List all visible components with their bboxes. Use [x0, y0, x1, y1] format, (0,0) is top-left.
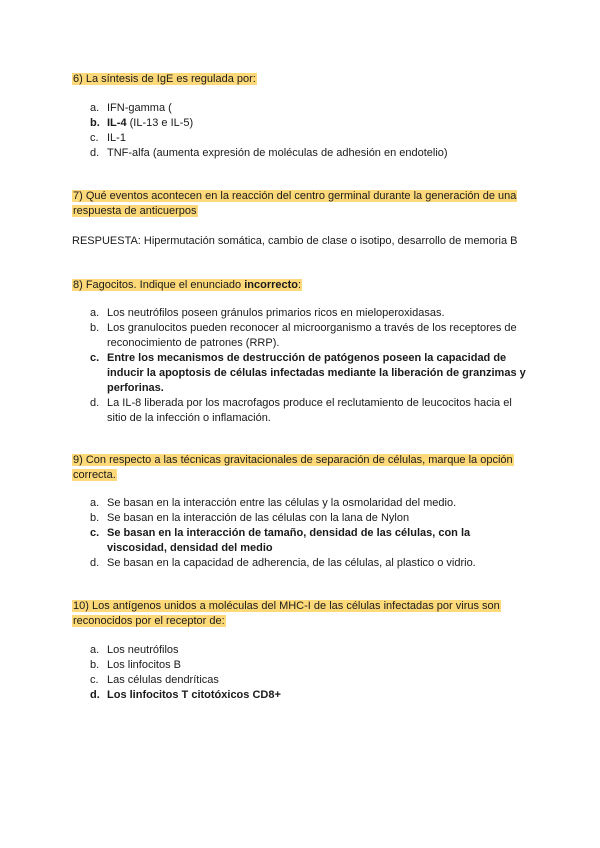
- question-9-text: 9) Con respecto a las técnicas gravitacionales de separación de células, marque la opción correcta.: [73, 454, 513, 481]
- question-7-answer: RESPUESTA: Hipermutación somática, cambio de clase o isotipo, desarrollo de memoria B: [72, 235, 518, 247]
- option-9c: c. Se basan en la interacción de tamaño, densidad de las células, con la viscosidad, densidad del medio: [90, 527, 471, 554]
- option-8b: b. Los granulocitos pueden reconocer al microorganismo a través de los receptores de reconocimiento de patrones (RRP).: [90, 322, 517, 349]
- option-10d: d. Los linfocitos T citotóxicos CD8+: [90, 689, 281, 701]
- option-8c: c. Entre los mecanismos de destrucción de patógenos poseen la capacidad de inducir la apoptosis de células infectadas mediante la liberación de granzimas y perforinas.: [90, 352, 526, 394]
- option-8a: a. Los neutrófilos poseen gránulos primarios ricos en mieloperoxidasas.: [90, 307, 445, 319]
- option-9d: d. Se basan en la capacidad de adherencia, de las células, al plastico o vidrio.: [90, 557, 476, 569]
- option-6b: b. IL-4 (IL-13 e IL-5): [90, 117, 194, 129]
- question-9-options: [90, 496, 530, 571]
- question-8-options: [90, 306, 530, 426]
- question-8-text: 8) Fagocitos. Indique el enunciado incorrecto:: [73, 279, 302, 291]
- question-6-title: [72, 72, 532, 87]
- question-7-text: 7) Qué eventos acontecen en la reacción del centro germinal durante la generación de una respuesta de anticuerpos: [73, 190, 517, 217]
- question-6-text: 6) La síntesis de IgE es regulada por:: [73, 73, 256, 85]
- option-9a: a. Se basan en la interacción entre las células y la osmolaridad del medio.: [90, 497, 457, 509]
- question-8-title: [72, 278, 532, 293]
- option-6d: d. TNF-alfa (aumenta expresión de moléculas de adhesión en endotelio): [90, 147, 448, 159]
- question-10-text: 10) Los antígenos unidos a moléculas del MHC-I de las células infectadas por virus son reconocidos por el receptor de:: [73, 600, 500, 627]
- option-10a: a. Los neutrófilos: [90, 644, 179, 656]
- question-9-title: [72, 453, 532, 483]
- option-8d: d. La IL-8 liberada por los macrofagos produce el reclutamiento de leucocitos hacia el sitio de la infección o inflamación.: [90, 397, 512, 424]
- question-10-title: [72, 599, 532, 629]
- question-6-options: [90, 101, 530, 161]
- option-6a: a. IFN-gamma (: [90, 102, 172, 114]
- question-7-title: [72, 189, 532, 219]
- option-10b: b. Los linfocitos B: [90, 659, 181, 671]
- option-10c: c. Las células dendríticas: [90, 674, 219, 686]
- question-10-options: [90, 643, 530, 703]
- option-6c: c. IL-1: [90, 132, 126, 144]
- option-9b: b. Se basan en la interacción de las células con la lana de Nylon: [90, 512, 410, 524]
